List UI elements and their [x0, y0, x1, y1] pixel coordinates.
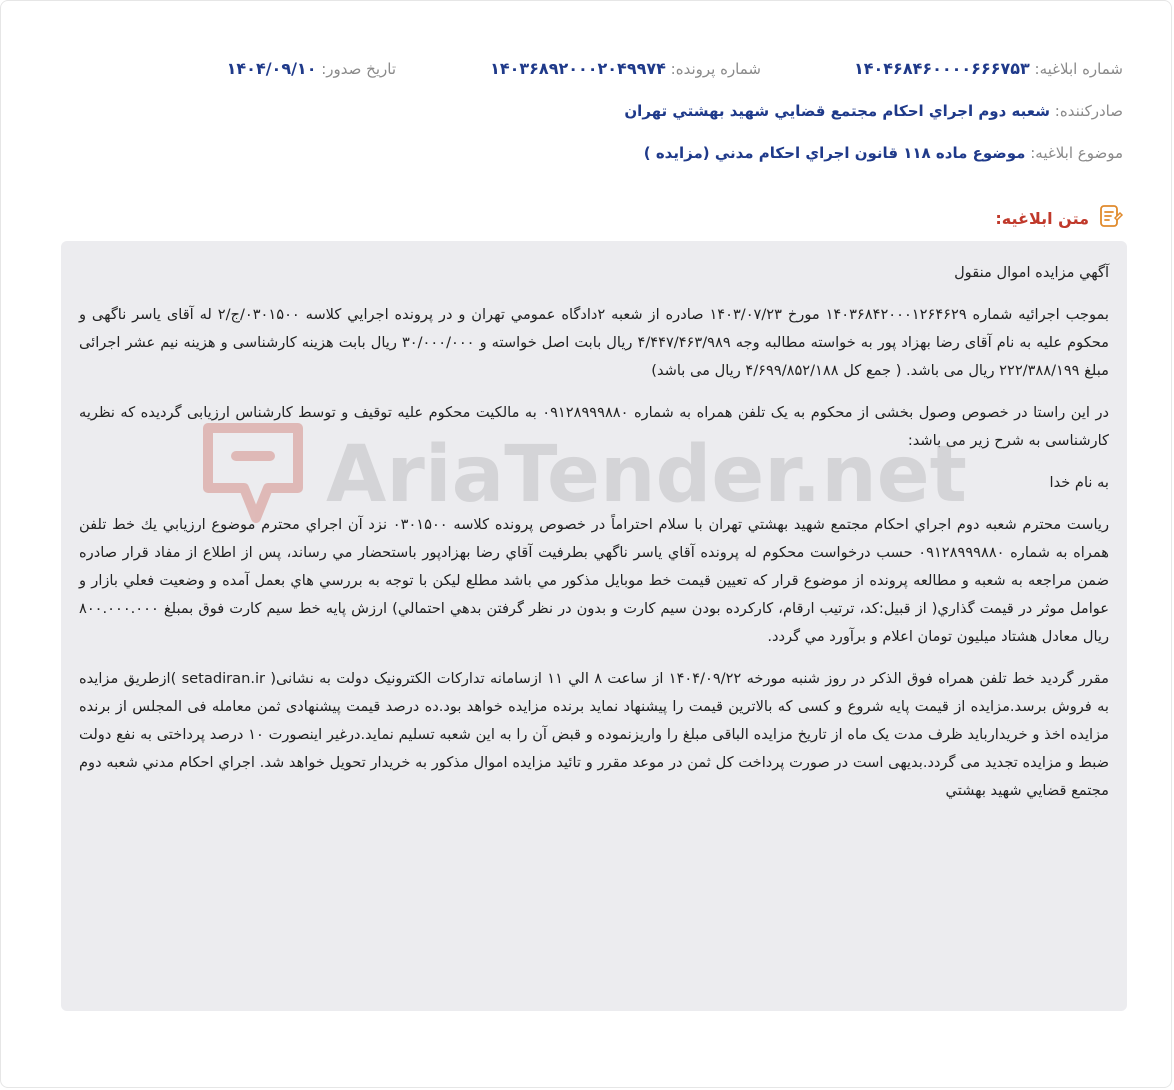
- case-number: ۱۴۰۳۶۸۹۲۰۰۰۲۰۴۹۹۷۴: [490, 59, 666, 78]
- issuer-name: شعبه دوم اجراي احكام مجتمع قضايي شهيد بهشتي تهران: [624, 102, 1050, 120]
- notice-paragraph-execution: بموجب اجرائيه شماره ۱۴۰۳۶۸۴۲۰۰۰۱۲۶۴۶۲۹ مورخ ۱۴۰۳/۰۷/۲۳ صادره از شعبه ۲دادگاه عمومي تهران و در پرونده اجرايي كلاسه ۰۳۰۱۵۰۰/ج/۲ له آقای یاسر ناگهی و محکوم علیه به نام آقای رضا بهزاد پور به خواسته مطالبه وجه ۴/۴۴۷/۴۶۳/۹۸۹ ریال بابت اصل خواسته و ۳۰/۰۰۰/۰۰۰ ریال بابت هزینه کارشناسی و هزینه نیم عشر اجرائی مبلغ ۲۲۲/۳۸۸/۱۹۹ ریال می باشد. ( جمع کل ۴/۶۹۹/۸۵۲/۱۸۸ ریال می باشد): [79, 306, 1109, 379]
- case-number-row: [490, 59, 761, 78]
- notice-text-title: متن ابلاغيه:: [995, 208, 1089, 228]
- subject-text: موضوع ماده ۱۱۸ قانون اجراي احكام مدني (مزايده ): [643, 144, 1026, 162]
- notice-body: [61, 241, 1127, 1011]
- notice-text-heading: [995, 203, 1123, 233]
- subject-label: موضوع ابلاغيه:: [1030, 144, 1123, 162]
- notice-paragraph-seizure: در این راستا در خصوص وصول بخشی از محکوم به یک تلفن همراه به شماره ۰۹۱۲۸۹۹۹۸۸۰ به مالکیت محکوم علیه توقیف و توسط کارشناس ارزیابی گردیده که نظریه کارشناسی به شرح زیر می باشد:: [79, 404, 1109, 449]
- notice-heading-paragraph: آگهي مزايده اموال منقول: [954, 264, 1109, 281]
- notice-paragraph-auction-terms: مقرر گردید خط تلفن همراه فوق الذکر در روز شنبه مورخه ۱۴۰۴/۰۹/۲۲ از ساعت ۸ الي ۱۱ ازسامانه تدارکات الکترونیک دولت به نشانی( setadiran.ir )ازطریق مزایده به فروش برسد.مزایده از قیمت پایه شروع و کسی که بالاترین قیمت را پیشنهاد نماید برنده مزایده خواهد بود.ده درصد قیمت پیشنهادی ثمن معامله فی المجلس از برنده مزایده اخذ و خریداربايد ظرف مدت یک ماه از تاریخ مزایده الباقی مبلغ را واریزنموده و قبض آن را به این شعبه تسلیم نماید.درغیر اینصورت ۱۰ درصد پرداختی به نفع دولت ضبط و مزایده تجدید می گردد.بدیهی است در صورت پرداخت کل ثمن در موعد مقرر و تائید مزایده اموال مذکور به خریدار تحویل خواهد شد. اجراي احكام مدني شعبه دوم مجتمع قضايي شهيد بهشتي: [79, 670, 1109, 799]
- notice-number-label: شماره ابلاغيه:: [1034, 60, 1123, 78]
- document-icon: [1097, 203, 1123, 233]
- watermark-gavel-icon: [208, 428, 298, 518]
- subject-row: [644, 144, 1123, 162]
- issue-date-label: تاريخ صدور:: [321, 60, 396, 78]
- issuer-label: صادركننده:: [1054, 102, 1123, 120]
- issue-date: ۱۴۰۴/۰۹/۱۰: [226, 59, 317, 78]
- watermark-logo: [196, 406, 967, 546]
- watermark-text: AriaTender.net: [326, 430, 967, 520]
- notice-number: ۱۴۰۴۶۸۴۶۰۰۰۰۶۶۶۷۵۳: [853, 59, 1030, 78]
- issuer-row: [624, 102, 1123, 120]
- issue-date-row: [227, 59, 396, 78]
- notice-paragraph-expert-report: رياست محترم شعبه دوم اجراي احكام مجتمع شهيد بهشتي تهران با سلام احتراماً در خصوص پرونده كلاسه ۰۳۰۱۵۰۰ نزد آن اجراي محترم موضوع ارزيابي يك خط تلفن همراه به شماره ۰۹۱۲۸۹۹۹۸۸۰ حسب درخواست محكوم له پرونده آقاي ياسر ناگهي بطرفيت آقاي رضا بهزادپور باستحضار مي رساند، پس از اطلاع از مفاد قرار صادره ضمن مراجعه به شعبه و مطالعه پرونده از موضوع قرار كه تعيين قيمت خط موبايل مذكور مي باشد مطلع ليكن با توجه به بررسي هاي بعمل آمده و وضعيت فعلي بازار و عوامل موثر در قيمت گذاري( از قبيل:كد، ترتيب ارقام، كاركرده بودن سيم كارت و بدون در نظر گرفتن بدهي احتمالي) ارزش پايه خط سيم كارت فوق بمبلغ ۸۰۰.۰۰۰.۰۰۰ ريال معادل هشتاد ميليون تومان اعلام و برآورد مي گردد.: [79, 516, 1109, 645]
- case-number-label: شماره پرونده:: [670, 60, 761, 78]
- notice-paragraph-basmala: به نام خدا: [1049, 474, 1109, 491]
- notice-number-row: [854, 59, 1123, 78]
